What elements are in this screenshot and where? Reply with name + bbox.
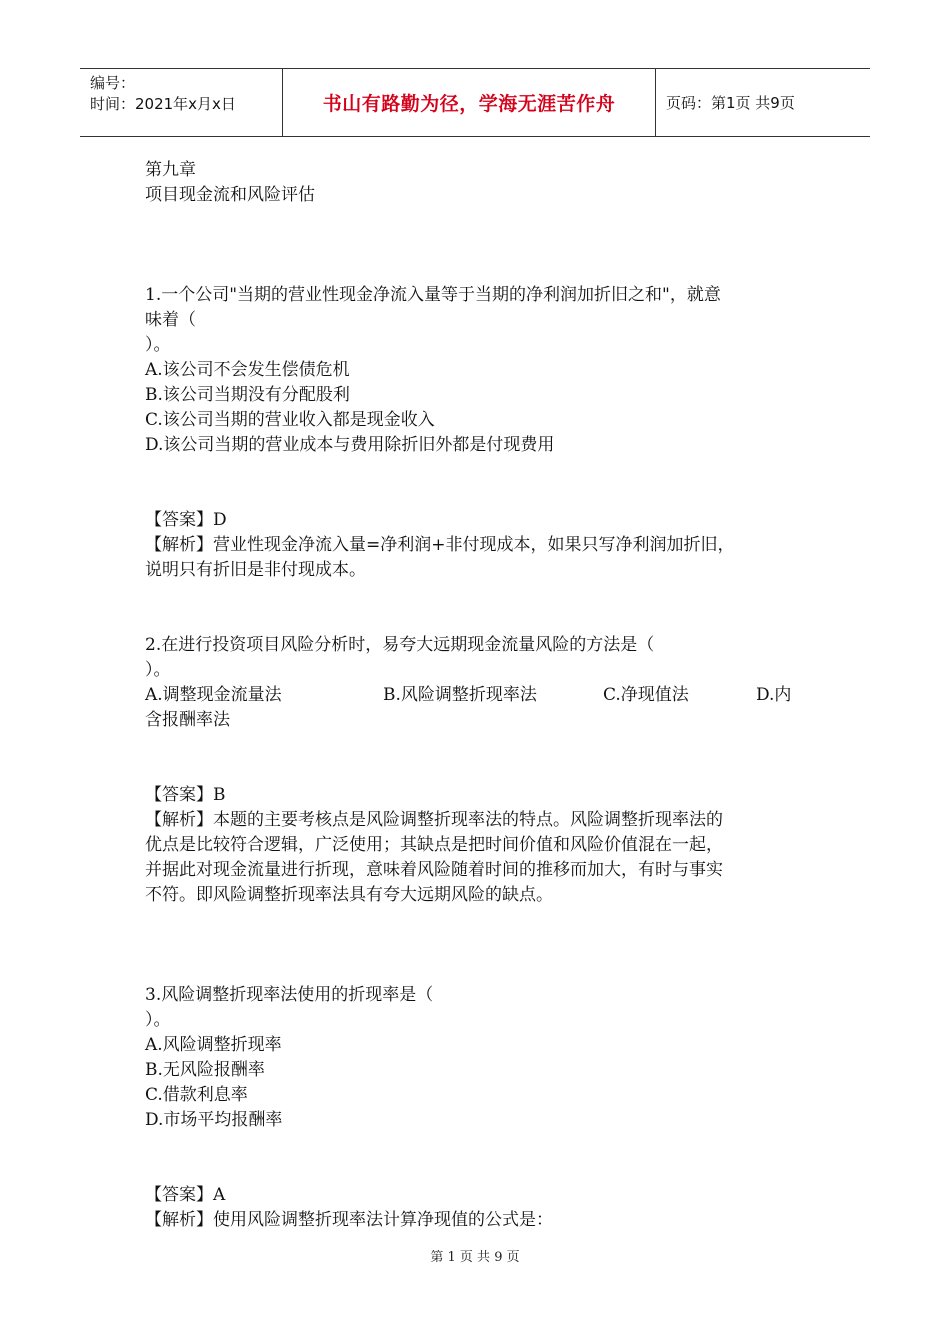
q3-option-a: A.风险调整折现率 (145, 1035, 282, 1055)
q3-option-c: C.借款利息率 (145, 1085, 248, 1105)
q1-stem-line: 1.一个公司"当期的营业性现金净流入量等于当期的净利润加折旧之和"，就意 (145, 285, 721, 305)
q1-analysis-line: 说明只有折旧是非付现成本。 (145, 560, 366, 580)
q2-analysis-line: 不符。即风险调整折现率法具有夸大远期风险的缺点。 (145, 885, 553, 905)
q1-option-d: D.该公司当期的营业成本与费用除折旧外都是付现费用 (145, 435, 555, 455)
q2-option-c: C.净现值法 (603, 685, 689, 705)
q3-option-d: D.市场平均报酬率 (145, 1110, 283, 1130)
q3-analysis-line: 【解析】使用风险调整折现率法计算净现值的公式是： (145, 1210, 553, 1230)
page-header (80, 68, 870, 137)
header-date-label: 时间：2021年x月x日 (90, 95, 236, 113)
page-footer: 第 1 页 共 9 页 (430, 1250, 520, 1265)
q1-stem-line: 味着（ (145, 310, 196, 330)
q2-option-d: D.内 (756, 685, 792, 705)
q1-option-a: A.该公司不会发生偿债危机 (145, 360, 350, 380)
q2-analysis-line: 优点是比较符合逻辑，广泛使用；其缺点是把时间价值和风险价值混在一起， (145, 835, 723, 855)
q1-option-c: C.该公司当期的营业收入都是现金收入 (145, 410, 435, 430)
q1-option-b: B.该公司当期没有分配股利 (145, 385, 350, 405)
header-meta-cell (80, 69, 283, 136)
header-number-label: 编号： (90, 74, 136, 92)
question-1 (145, 283, 805, 583)
q3-stem-line: 3.风险调整折现率法使用的折现率是（ (145, 985, 434, 1005)
q1-answer: 【答案】D (145, 510, 227, 530)
q3-answer: 【答案】A (145, 1185, 226, 1205)
q2-option-b: B.风险调整折现率法 (383, 685, 537, 705)
q2-option-d-cont: 含报酬率法 (145, 710, 230, 730)
q2-option-a: A.调整现金流量法 (145, 685, 282, 705)
q2-analysis-line: 【解析】本题的主要考核点是风险调整折现率法的特点。风险调整折现率法的 (145, 810, 723, 830)
header-page-label: 页码：第1页 共9页 (666, 94, 795, 112)
chapter-subtitle: 项目现金流和风险评估 (145, 185, 315, 205)
q1-analysis-line: 【解析】营业性现金净流入量=净利润+非付现成本，如果只写净利润加折旧， (145, 535, 735, 555)
q2-stem-line: 2.在进行投资项目风险分析时，易夸大远期现金流量风险的方法是（ (145, 635, 655, 655)
chapter-title: 第九章 (145, 160, 196, 180)
header-motto: 书山有路勤为径，学海无涯苦作舟 (283, 69, 656, 136)
q3-stem-line: ）。 (145, 1010, 171, 1030)
q2-answer: 【答案】B (145, 785, 226, 805)
q1-stem-line: ）。 (145, 335, 171, 355)
q2-analysis-line: 并据此对现金流量进行折现，意味着风险随着时间的推移而加大，有时与事实 (145, 860, 723, 880)
document-body (145, 158, 805, 1233)
q2-stem-line: ）。 (145, 660, 171, 680)
q2-options-row (145, 683, 805, 708)
q3-option-b: B.无风险报酬率 (145, 1060, 265, 1080)
question-2 (145, 633, 805, 908)
question-3 (145, 983, 805, 1233)
